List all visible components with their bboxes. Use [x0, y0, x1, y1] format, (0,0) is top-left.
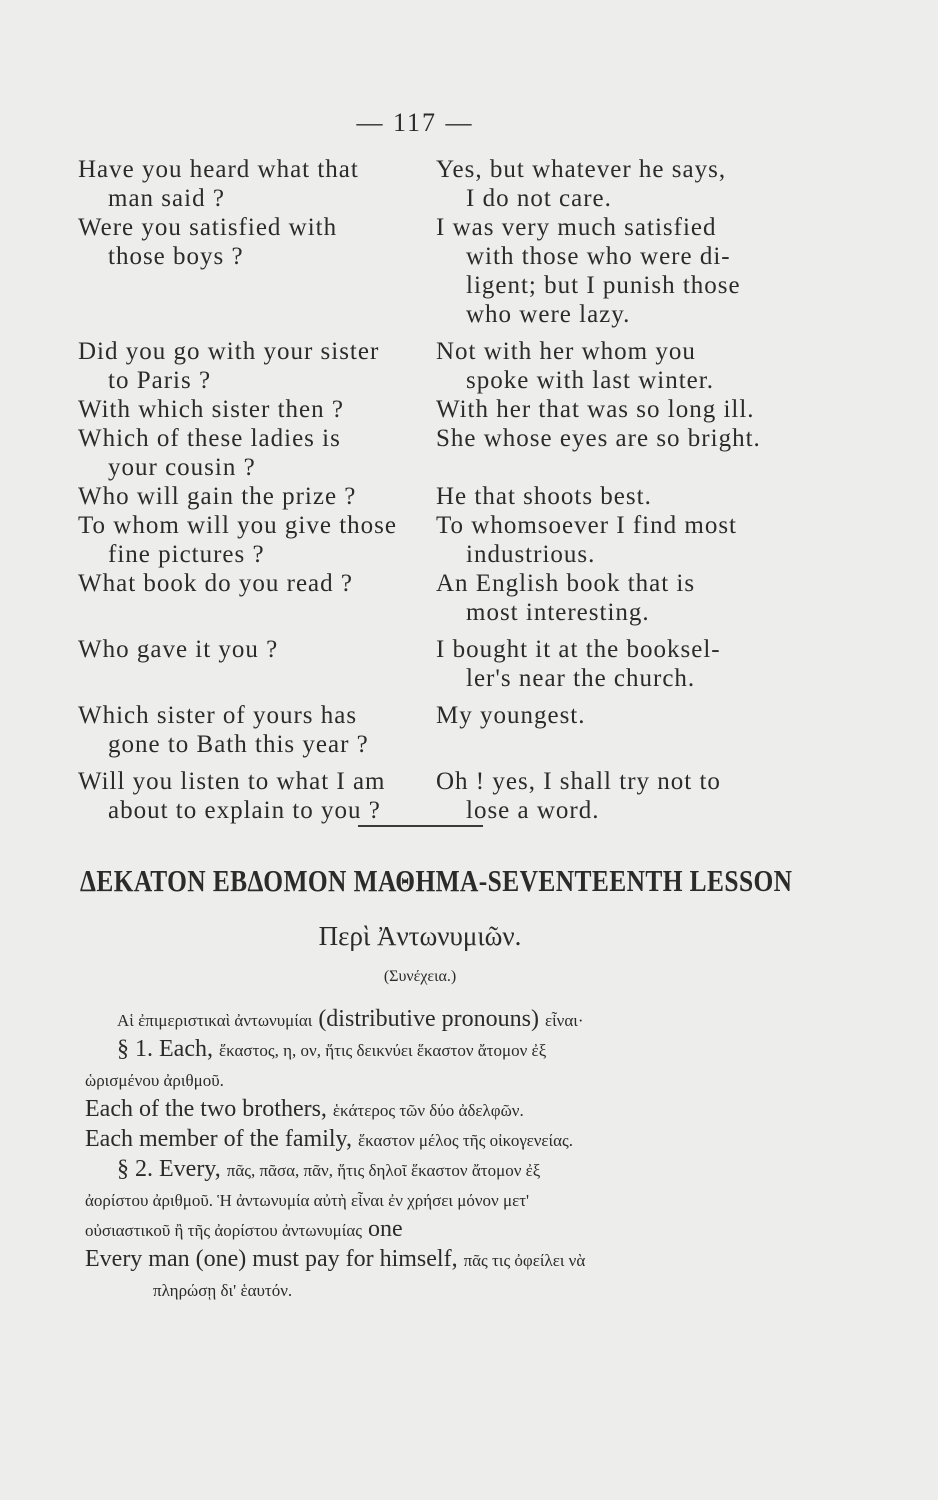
dialogue-row: [78, 701, 778, 759]
row-gap: [78, 627, 778, 635]
answer-line: [436, 453, 776, 482]
answer-line: most interesting.: [466, 599, 650, 626]
answer-line: who were lazy.: [466, 301, 631, 328]
section-divider: [358, 825, 483, 827]
question-line: Which sister of yours has: [78, 702, 358, 729]
question-line: [78, 271, 428, 300]
question: [78, 213, 436, 329]
greek-text: οὐσιαστικοῦ ἢ τῆς ἀορίστου ἀντωνυμίας: [85, 1221, 363, 1240]
row-gap: [78, 693, 778, 701]
answer-line: He that shoots best.: [436, 483, 652, 510]
question: [78, 337, 436, 395]
question-line: your cousin ?: [108, 454, 256, 481]
answer-line: To whomsoever I find most: [436, 512, 737, 539]
answer-line: industrious.: [466, 541, 596, 568]
answer-line: ler's near the church.: [466, 665, 696, 692]
question-line: man said ?: [108, 185, 225, 212]
question-line: [78, 664, 428, 693]
answer: [436, 635, 776, 693]
answer-line: With her that was so long ill.: [436, 396, 755, 423]
question: [78, 482, 436, 511]
row-gap: [78, 759, 778, 767]
greek-text: ἕκαστος, η, ον, ἥτις δεικνύει ἕκαστον ἄτομον ἐξ: [218, 1041, 547, 1060]
lesson-subtitle: Περὶ Ἀντωνυμιῶν.: [318, 921, 522, 951]
answer-line: ligent; but I punish those: [466, 272, 741, 299]
question: [78, 155, 436, 213]
dialogue-row: [78, 395, 778, 424]
answer-line: lose a word.: [466, 797, 600, 824]
question-line: Were you satisfied with: [78, 214, 338, 241]
english-word: Every,: [159, 1156, 221, 1182]
dialogue-row: [78, 569, 778, 627]
english-word: one: [368, 1216, 403, 1242]
question-line: about to explain to you ?: [108, 797, 381, 824]
greek-text: ἀορίστου ἀριθμοῦ. Ἡ ἀντωνυμία αὐτὴ εἶναι ἐν χρήσει μόνον μετ': [85, 1191, 530, 1210]
dialogue-row: [78, 424, 778, 482]
page-number: — 117 —: [356, 108, 474, 137]
greek-text: πληρώσῃ δι' ἑαυτόν.: [153, 1281, 293, 1300]
question-line: [78, 300, 428, 329]
question-line: What book do you read ?: [78, 570, 354, 597]
greek-text: εἶναι·: [544, 1011, 584, 1030]
english-text: (distributive pronouns): [318, 1006, 539, 1032]
english-text: Each member of the family,: [85, 1126, 352, 1152]
greek-text: πᾶς, πᾶσα, πᾶν, ἥτις δηλοῖ ἕκαστον ἄτομον ἐξ: [226, 1161, 541, 1180]
greek-text: Αἱ ἐπιμεριστικαὶ ἀντωνυμίαι: [117, 1011, 313, 1030]
answer: [436, 767, 776, 825]
dialogue-row: [78, 511, 778, 569]
lesson-body: [85, 1005, 775, 1305]
english-text: Every man (one) must pay for himself,: [85, 1246, 458, 1272]
section-1-continued: [85, 1065, 775, 1095]
english-text: Each of the two brothers,: [85, 1096, 327, 1122]
dialogue-row: [78, 635, 778, 693]
answer-line: Not with her whom you: [436, 338, 696, 365]
question: [78, 635, 436, 693]
lesson-title: ΔΕΚΑΤΟΝ ΕΒΔΟΜΟΝ ΜΑΘΗΜΑ-SEVENTEENTH LESSON: [80, 863, 793, 898]
answer: [436, 569, 776, 627]
section-1: [85, 1035, 775, 1065]
dialogue-row: [78, 482, 778, 511]
question: [78, 701, 436, 759]
answer-line: An English book that is: [436, 570, 696, 597]
dialogue-row: [78, 213, 778, 329]
answer: [436, 395, 776, 424]
example-1: [85, 1095, 775, 1125]
section-2-line-3: [85, 1215, 775, 1245]
section-mark: § 1.: [117, 1036, 153, 1062]
answer-line: I do not care.: [466, 185, 612, 212]
question: [78, 569, 436, 627]
question: [78, 511, 436, 569]
question-line: Will you listen to what I am: [78, 768, 386, 795]
answer: [436, 482, 776, 511]
answer: [436, 337, 776, 395]
answer-line: My youngest.: [436, 702, 586, 729]
example-2: [85, 1125, 775, 1155]
intro-paragraph: [85, 1005, 775, 1035]
question-line: to Paris ?: [108, 367, 212, 394]
lesson-note: (Συνέχεια.): [383, 968, 457, 985]
section-2-line-2: [85, 1185, 775, 1215]
answer: [436, 424, 776, 482]
answer: [436, 701, 776, 759]
answer: [436, 155, 776, 213]
question-line: Who will gain the prize ?: [78, 483, 357, 510]
section-mark: § 2.: [117, 1156, 153, 1182]
question: [78, 424, 436, 482]
section-2: [85, 1155, 775, 1185]
example-3-continued: [85, 1275, 775, 1305]
question-line: those boys ?: [108, 243, 244, 270]
dialogue-row: [78, 155, 778, 213]
answer-line: I was very much satisfied: [436, 214, 717, 241]
answer-line: [436, 730, 776, 759]
answer-line: Yes, but whatever he says,: [436, 156, 727, 183]
dialogue-row: [78, 337, 778, 395]
question-line: [78, 598, 428, 627]
question-line: Did you go with your sister: [78, 338, 380, 365]
question-line: gone to Bath this year ?: [108, 731, 369, 758]
answer-line: I bought it at the booksel-: [436, 636, 721, 663]
answer-line: spoke with last winter.: [466, 367, 714, 394]
greek-text: ἑκάτερος τῶν δύο ἀδελφῶν.: [332, 1101, 524, 1120]
row-gap: [78, 329, 778, 337]
dialogue-row: [78, 767, 778, 825]
question: [78, 767, 436, 825]
question-line: fine pictures ?: [108, 541, 265, 568]
question: [78, 395, 436, 424]
answer-line: Oh ! yes, I shall try not to: [436, 768, 721, 795]
greek-text: ἕκαστον μέλος τῆς οἰκογενείας.: [358, 1131, 573, 1150]
question-line: Which of these ladies is: [78, 425, 341, 452]
question-line: Who gave it you ?: [78, 636, 279, 663]
answer-line: with those who were di-: [466, 243, 731, 270]
greek-text: ὡρισμένου ἀριθμοῦ.: [85, 1071, 224, 1090]
greek-text: πᾶς τις ὀφείλει νὰ: [463, 1251, 586, 1270]
question-line: Have you heard what that: [78, 156, 359, 183]
example-3: [85, 1245, 775, 1275]
answer-line: She whose eyes are so bright.: [436, 425, 761, 452]
dialogue-exercise: [78, 155, 778, 825]
question-line: With which sister then ?: [78, 396, 344, 423]
english-word: Each,: [159, 1036, 213, 1062]
answer: [436, 213, 776, 329]
answer: [436, 511, 776, 569]
question-line: To whom will you give those: [78, 512, 397, 539]
